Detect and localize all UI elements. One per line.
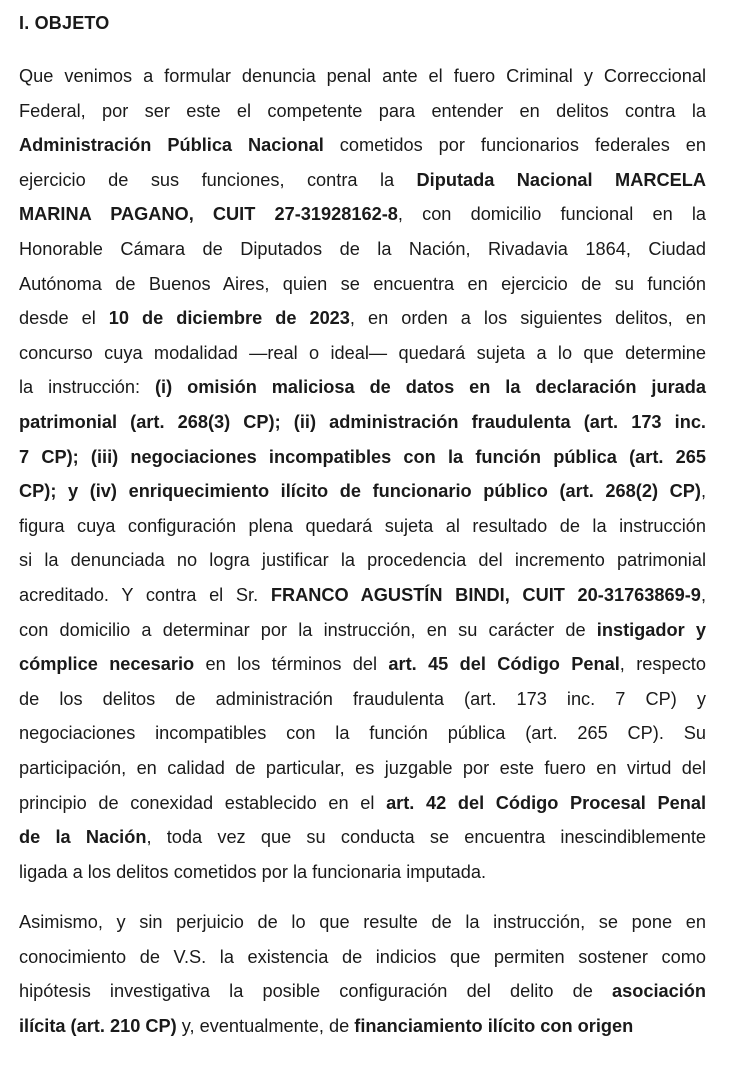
text-line — [19, 790, 706, 825]
text-segment: ligada a los delitos cometidos por la funcionaria imputada. — [19, 861, 487, 882]
text-line — [19, 909, 706, 944]
section-heading: I. OBJETO — [19, 13, 110, 33]
bold-text: Diputada Nacional MARCELA — [416, 169, 706, 190]
text-segment: , — [700, 585, 706, 605]
text-line — [19, 859, 706, 894]
text-line — [19, 271, 706, 306]
text-line — [19, 651, 706, 686]
text-line — [19, 132, 706, 167]
text-line — [19, 167, 706, 202]
text-line — [19, 513, 706, 548]
bold-text: ilícita (art. 210 CP) — [19, 1015, 177, 1036]
text-line — [19, 944, 706, 979]
text-segment: Honorable Cámara de Diputados de la Nación, Rivadavia 1864, Ciudad — [19, 239, 706, 259]
text-segment: concurso cuya modalidad —real o ideal— quedará sujeta a lo que determine — [19, 342, 706, 363]
text-segment: si la denunciada no logra justificar la procedencia del incremento patrimonial — [19, 550, 706, 571]
bold-text: (i) omisión maliciosa de datos en la declaración jurada — [155, 377, 706, 398]
text-segment: Asimismo, y sin perjuicio de lo que resulte de la instrucción, se pone en — [19, 912, 706, 932]
text-line — [19, 720, 706, 755]
bold-text: patrimonial (art. 268(3) CP); (ii) administración fraudulenta (art. 173 inc. — [19, 412, 706, 432]
text-segment: acreditado. Y contra el Sr. — [19, 585, 271, 605]
text-line — [19, 686, 706, 721]
text-segment: , — [700, 481, 706, 502]
bold-text: asociación — [611, 981, 706, 1002]
text-segment: la instrucción: — [19, 377, 155, 398]
bold-text: CP); y (iv) enriquecimiento ilícito de funcionario público (art. 268(2) CP) — [19, 481, 701, 502]
text-line — [19, 1013, 706, 1048]
text-line — [19, 582, 706, 617]
text-line — [19, 547, 706, 582]
bold-text: financiamiento ilícito con origen — [354, 1015, 634, 1036]
text-line — [19, 98, 706, 133]
text-segment: y, eventualmente, de — [176, 1015, 355, 1036]
text-segment: con domicilio a determinar por la instrucción, en su carácter de — [19, 619, 597, 640]
bold-text: art. 42 del Código Procesal Penal — [386, 792, 706, 813]
text-segment: principio de conexidad establecido en el — [19, 792, 387, 813]
bold-text: Administración Pública Nacional — [19, 135, 324, 156]
text-segment: Autónoma de Buenos Aires, quien se encuentra en ejercicio de su función — [19, 273, 706, 294]
text-line — [19, 478, 706, 513]
bold-text: cómplice necesario — [19, 654, 195, 675]
bold-text: 10 de diciembre de 2023 — [108, 308, 350, 329]
text-segment: cometidos por funcionarios federales en — [323, 135, 706, 156]
text-line — [19, 340, 706, 375]
text-line — [19, 201, 706, 236]
bold-text: de la Nación — [19, 827, 147, 848]
text-segment: hipótesis investigativa la posible configuración del delito de — [19, 981, 612, 1002]
bold-text: 7 CP); (iii) negociaciones incompatibles con la función pública (art. 265 — [19, 446, 706, 467]
text-segment: conocimiento de V.S. la existencia de indicios que permiten sostener como — [19, 946, 706, 967]
text-line — [19, 374, 706, 409]
text-line — [19, 236, 706, 271]
bold-text: FRANCO AGUSTÍN BINDI, CUIT 20-31763869-9 — [270, 585, 701, 605]
text-segment: , respecto — [619, 654, 706, 675]
text-segment: , toda vez que su conducta se encuentra inescindiblemente — [146, 827, 706, 848]
text-segment: en los términos del — [194, 654, 389, 675]
bold-text: art. 45 del Código Penal — [388, 654, 620, 675]
text-segment: Que venimos a formular denuncia penal ante el fuero Criminal y Correccional — [19, 66, 706, 86]
text-line — [19, 978, 706, 1013]
bold-text: MARINA PAGANO, CUIT 27-31928162-8 — [19, 204, 398, 225]
text-line — [19, 63, 706, 98]
text-segment: , en orden a los siguientes delitos, en — [349, 308, 706, 329]
text-segment: , con domicilio funcional en la — [397, 204, 706, 225]
bold-text: instigador y — [596, 619, 706, 640]
text-line — [19, 824, 706, 859]
text-line — [19, 617, 706, 652]
text-segment: de los delitos de administración fraudulenta (art. 173 inc. 7 CP) y — [19, 688, 706, 709]
text-segment: participación, en calidad de particular, es juzgable por este fuero en virtud del — [19, 758, 706, 778]
text-segment: ejercicio de sus funciones, contra la — [19, 169, 417, 190]
text-line — [19, 305, 706, 340]
text-segment: Federal, por ser este el competente para entender en delitos contra la — [19, 100, 706, 121]
text-segment: figura cuya configuración plena quedará sujeta al resultado de la instrucción — [19, 515, 706, 536]
text-segment: negociaciones incompatibles con la función pública (art. 265 CP). Su — [19, 723, 706, 744]
text-segment: desde el — [19, 308, 109, 329]
text-line — [19, 444, 706, 479]
text-line — [19, 409, 706, 444]
text-line — [19, 755, 706, 790]
